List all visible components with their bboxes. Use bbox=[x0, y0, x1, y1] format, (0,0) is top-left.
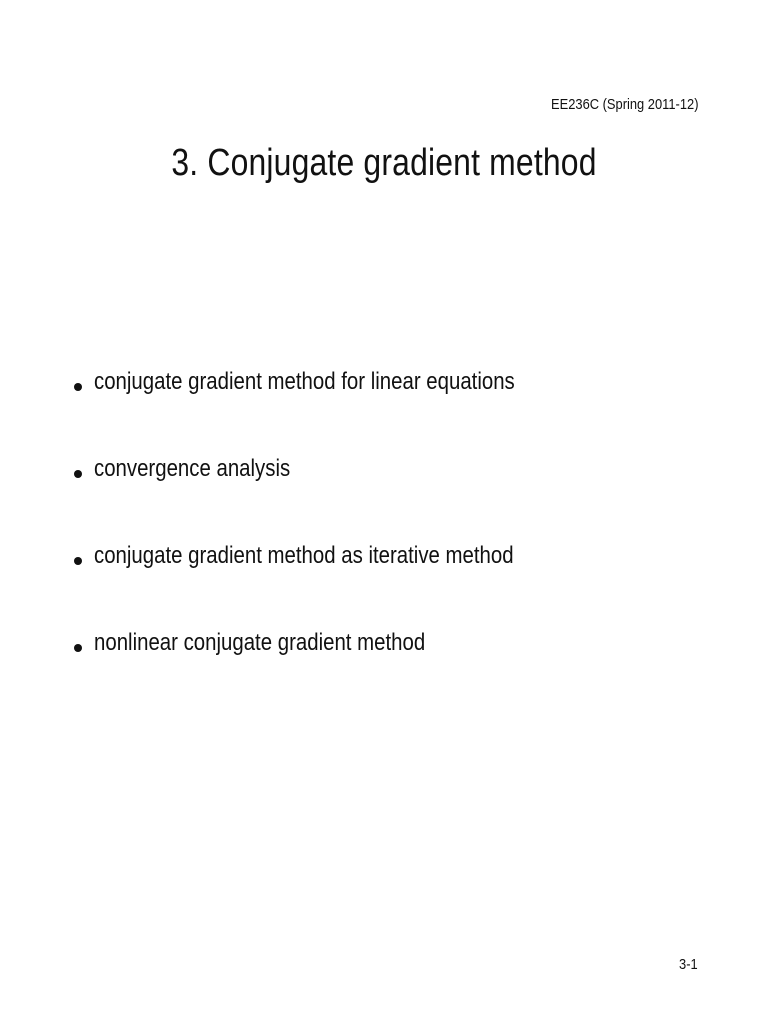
bullet-icon bbox=[74, 383, 82, 391]
list-item bbox=[74, 540, 589, 627]
list-item bbox=[74, 366, 589, 453]
bullet-text: conjugate gradient method as iterative method bbox=[94, 542, 514, 569]
page-number: 3-1 bbox=[679, 956, 698, 973]
slide-title: 3. Conjugate gradient method bbox=[171, 142, 597, 184]
bullet-icon bbox=[74, 470, 82, 478]
list-item bbox=[74, 453, 589, 540]
list-item bbox=[74, 627, 589, 714]
course-header: EE236C (Spring 2011-12) bbox=[550, 96, 698, 113]
bullet-text: conjugate gradient method for linear equations bbox=[94, 368, 515, 395]
bullet-text: nonlinear conjugate gradient method bbox=[94, 629, 426, 656]
bullet-text: convergence analysis bbox=[94, 455, 291, 482]
bullet-icon bbox=[74, 644, 82, 652]
bullet-icon bbox=[74, 557, 82, 565]
bullet-list bbox=[74, 366, 589, 714]
